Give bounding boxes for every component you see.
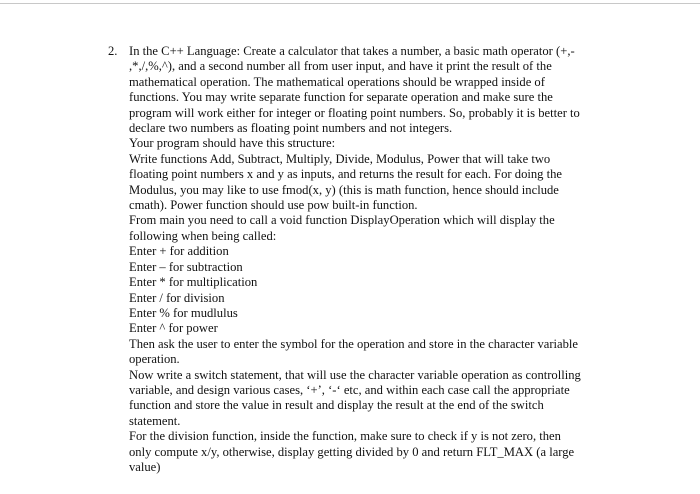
- text-line: declare two numbers as floating point numbers and not integers.: [129, 121, 453, 136]
- text-line: Your program should have this structure:: [129, 136, 336, 151]
- menu-line-multiplication: Enter * for multiplication: [129, 275, 258, 290]
- text-line: From main you need to call a void function DisplayOperation which will display the: [129, 213, 555, 228]
- text-line: following when being called:: [129, 228, 277, 243]
- menu-line-division: Enter / for division: [129, 290, 225, 305]
- top-divider: [0, 3, 700, 4]
- text-line: mathematical operation. The mathematical operations should be wrapped inside of: [129, 74, 545, 89]
- text-line: functions. You may write separate function for separate operation and make sure the: [129, 90, 553, 105]
- text-line: In the C++ Language: Create a calculator that takes a number, a basic math operator (+,-: [129, 44, 575, 58]
- text-line: Write functions Add, Subtract, Multiply, Divide, Modulus, Power that will take two: [129, 151, 551, 166]
- text-line: cmath). Power function should use pow built-in function.: [129, 198, 418, 213]
- text-line: only compute x/y, otherwise, display getting divided by 0 and return FLT_MAX (a large: [129, 444, 575, 459]
- text-line: function and store the value in result and display the result at the end of the switch: [129, 398, 544, 413]
- text-line: value): [129, 459, 161, 474]
- text-line: statement.: [129, 413, 181, 428]
- menu-line-subtraction: Enter – for subtraction: [129, 259, 243, 274]
- text-line: Modulus, you may like to use fmod(x, y) (this is math function, hence should include: [129, 182, 559, 197]
- text-line: Now write a switch statement, that will use the character variable operation as controlling: [129, 367, 581, 382]
- menu-line-modulus: Enter % for mudlulus: [129, 305, 238, 320]
- menu-line-power: Enter ^ for power: [129, 321, 218, 336]
- text-line: variable, and design various cases, ‘+’, ‘-‘ etc, and within each case call the appropriate: [129, 382, 570, 397]
- text-line: program will work either for integer or floating point numbers. So, probably it is better to: [129, 105, 580, 120]
- text-line: ,*,/,%,^), and a second number all from user input, and have it print the result of the: [129, 59, 552, 74]
- text-line: Then ask the user to enter the symbol for the operation and store in the character variable: [129, 336, 579, 351]
- question-text: [129, 44, 609, 475]
- text-line: operation.: [129, 352, 180, 367]
- text-line: floating point numbers x and y as inputs, and returns the result for each. For doing the: [129, 167, 562, 182]
- text-line: For the division function, inside the function, make sure to check if y is not zero, then: [129, 429, 561, 444]
- item-number: 2.: [108, 44, 118, 58]
- menu-line-addition: Enter + for addition: [129, 244, 229, 259]
